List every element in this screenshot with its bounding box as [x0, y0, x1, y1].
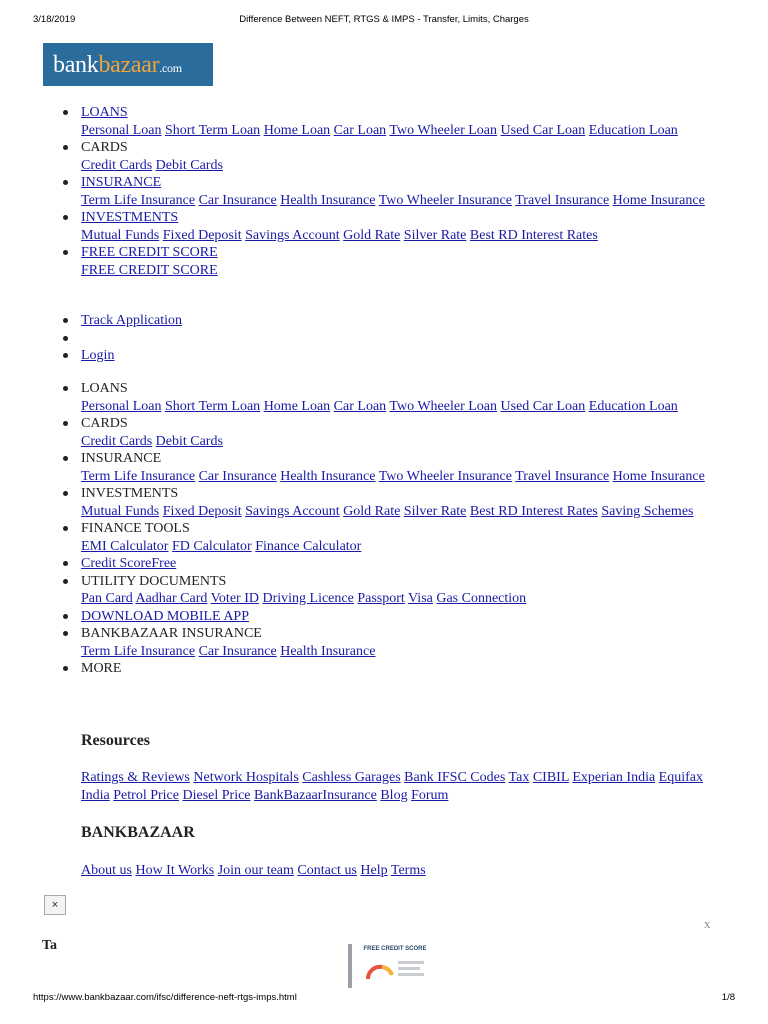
print-header	[0, 14, 768, 34]
close-icon[interactable]: x	[704, 916, 711, 931]
sublink[interactable]: Car Loan	[333, 398, 387, 414]
sublink[interactable]: Credit Cards	[81, 157, 153, 173]
sublink[interactable]: Two Wheeler Loan	[389, 122, 498, 138]
nav2-item-more	[0, 660, 768, 678]
sublink[interactable]: Two Wheeler Loan	[389, 398, 498, 414]
sublink[interactable]: Term Life Insurance	[81, 468, 196, 484]
resource-link[interactable]: BankBazaarInsurance	[254, 788, 377, 803]
logo-text-bank: bank	[53, 52, 99, 78]
sublink[interactable]: Mutual Funds	[81, 503, 160, 519]
truncated-heading: Ta	[42, 938, 58, 953]
promo-title: FREE CREDIT SCORE	[363, 946, 427, 952]
print-page-title: Difference Between NEFT, RTGS & IMPS - Transfer, Limits, Charges	[239, 14, 529, 25]
sublink[interactable]: Aadhar Card	[135, 591, 208, 606]
secondary-nav	[0, 380, 768, 678]
print-url: https://www.bankbazaar.com/ifsc/difference-neft-rtgs-imps.html	[33, 992, 297, 1003]
sublink[interactable]: Used Car Loan	[500, 122, 586, 138]
sublink[interactable]: Passport	[357, 591, 405, 606]
nav2-loans-sublinks	[81, 398, 731, 416]
sublink[interactable]: Car Insurance	[198, 468, 277, 484]
sublink[interactable]: Health Insurance	[280, 468, 376, 484]
track-application-link[interactable]: Track Application	[81, 313, 182, 328]
credit-gauge-icon	[352, 953, 434, 979]
nav-insurance-sublinks	[81, 192, 731, 210]
nav2-item-loans	[0, 380, 768, 415]
credit-score-link[interactable]: Credit ScoreFree	[81, 556, 177, 571]
nav2-item-investments	[0, 485, 768, 520]
sublink[interactable]: Home Loan	[263, 122, 331, 138]
login-link[interactable]: Login	[81, 348, 115, 363]
nav2-item-credit-score	[0, 555, 768, 573]
sublink[interactable]: Savings Account	[245, 503, 340, 519]
sublink[interactable]: Car Insurance	[198, 643, 277, 659]
sublink[interactable]: Debit Cards	[155, 157, 223, 173]
nav-item-login	[0, 347, 768, 365]
sublink[interactable]: Voter ID	[210, 591, 259, 606]
resource-link[interactable]: Network Hospitals	[193, 770, 299, 785]
sublink[interactable]: FREE CREDIT SCORE	[81, 262, 218, 278]
sublink[interactable]: Home Insurance	[612, 468, 705, 484]
sublink[interactable]: Personal Loan	[81, 398, 162, 414]
nav-loans-sublinks	[81, 122, 731, 140]
sublink[interactable]: Used Car Loan	[500, 398, 586, 414]
sublink[interactable]: Pan Card	[81, 591, 133, 606]
nav-label-investments[interactable]: INVESTMENTS	[81, 210, 179, 225]
nav2-label-cards: CARDS	[81, 416, 128, 431]
nav2-item-utility-documents	[0, 573, 768, 608]
sublink[interactable]: Fixed Deposit	[162, 503, 242, 519]
nav-label-insurance[interactable]: INSURANCE	[81, 175, 162, 190]
nav-item-loans	[0, 104, 768, 139]
nav-label-cards: CARDS	[81, 140, 128, 155]
print-footer	[0, 992, 768, 1012]
nav2-finance-tools-sublinks	[81, 538, 731, 556]
sublink[interactable]: Travel Insurance	[515, 192, 610, 208]
sublink[interactable]: Car Loan	[333, 122, 387, 138]
sublink[interactable]: Health Insurance	[280, 192, 376, 208]
nav2-item-cards	[0, 415, 768, 450]
nav-item-investments	[0, 209, 768, 244]
sublink[interactable]: Term Life Insurance	[81, 643, 196, 659]
print-date: 3/18/2019	[33, 14, 76, 25]
nav-free-credit-sublinks	[81, 262, 731, 280]
nav-label-free-credit-score[interactable]: FREE CREDIT SCORE	[81, 245, 218, 260]
company-link[interactable]: How It Works	[135, 863, 215, 878]
resource-link[interactable]: Tax	[508, 770, 530, 785]
nav-item-insurance	[0, 174, 768, 209]
nav2-label-more[interactable]: MORE	[81, 661, 122, 676]
nav2-bb-insurance-sublinks	[81, 643, 731, 661]
sublink[interactable]: Savings Account	[245, 227, 340, 243]
nav2-label-insurance: INSURANCE	[81, 451, 162, 466]
sublink[interactable]: Two Wheeler Insurance	[378, 468, 512, 484]
resource-link[interactable]: Diesel Price	[182, 788, 251, 803]
sublink[interactable]: Credit Cards	[81, 433, 153, 449]
nav-investments-sublinks	[81, 227, 731, 245]
sublink[interactable]: Debit Cards	[155, 433, 223, 449]
company-link[interactable]: Contact us	[297, 863, 357, 878]
account-nav	[0, 312, 768, 365]
nav2-cards-sublinks	[81, 433, 731, 451]
sublink[interactable]: Mutual Funds	[81, 227, 160, 243]
bankbazaar-heading: BANKBAZAAR	[81, 824, 195, 841]
sublink[interactable]: Education Loan	[588, 122, 678, 138]
company-link[interactable]: Help	[360, 863, 388, 878]
nav2-item-download-app	[0, 608, 768, 626]
nav-item-empty	[0, 330, 768, 348]
sublink[interactable]: Education Loan	[588, 398, 678, 414]
sublink[interactable]: Gas Connection	[436, 591, 527, 606]
sublink[interactable]: FD Calculator	[171, 538, 252, 554]
nav-item-track	[0, 312, 768, 330]
sublink[interactable]: Two Wheeler Insurance	[378, 192, 512, 208]
primary-nav	[0, 104, 768, 279]
sublink[interactable]: Personal Loan	[81, 122, 162, 138]
sublink[interactable]: Best RD Interest Rates	[469, 227, 598, 243]
sublink[interactable]: Health Insurance	[280, 643, 376, 659]
sublink[interactable]: Term Life Insurance	[81, 192, 196, 208]
print-page-number: 1/8	[721, 992, 735, 1003]
resource-link[interactable]: Cashless Garages	[302, 770, 401, 785]
nav-cards-sublinks	[81, 157, 731, 175]
logo-text-domain: .com	[159, 61, 182, 75]
sublink[interactable]: Driving Licence	[262, 591, 354, 606]
sublink[interactable]: Home Loan	[263, 398, 331, 414]
close-button[interactable]: ×	[44, 895, 66, 915]
sublink[interactable]: EMI Calculator	[81, 538, 169, 554]
nav2-item-bb-insurance	[0, 625, 768, 660]
sublink[interactable]: Saving Schemes	[601, 503, 694, 519]
nav2-label-investments: INVESTMENTS	[81, 486, 179, 501]
company-link[interactable]: Terms	[390, 863, 426, 878]
download-app-link[interactable]: DOWNLOAD MOBILE APP	[81, 608, 249, 624]
nav2-investments-sublinks	[81, 503, 731, 521]
nav2-insurance-sublinks	[81, 468, 731, 486]
nav2-label-finance-tools: FINANCE TOOLS	[81, 521, 190, 536]
bankbazaar-logo[interactable]	[43, 43, 213, 86]
sublink[interactable]: Silver Rate	[403, 227, 467, 243]
nav-item-cards	[0, 139, 768, 174]
resource-link[interactable]: Forum	[411, 788, 449, 803]
sublink[interactable]: Short Term Loan	[164, 122, 261, 138]
sublink[interactable]: Car Insurance	[198, 192, 277, 208]
sublink[interactable]: Silver Rate	[403, 503, 467, 519]
sublink[interactable]: Gold Rate	[343, 227, 401, 243]
resource-link[interactable]: Bank IFSC Codes	[404, 770, 506, 785]
sublink[interactable]: Home Insurance	[612, 192, 705, 208]
sublink[interactable]: Short Term Loan	[164, 398, 261, 414]
nav2-label-loans: LOANS	[81, 381, 128, 396]
resources-links	[81, 769, 731, 805]
company-link[interactable]: About us	[81, 863, 132, 878]
resource-link[interactable]: CIBIL	[532, 770, 569, 785]
nav2-utility-sublinks	[81, 590, 731, 608]
bankbazaar-links	[81, 862, 731, 880]
nav2-label-utility: UTILITY DOCUMENTS	[81, 573, 227, 589]
nav2-label-bb-insurance: BANKBAZAAR INSURANCE	[81, 626, 262, 641]
logo-text-bazaar: bazaar	[98, 52, 160, 78]
nav-item-free-credit-score	[0, 244, 768, 279]
sublink[interactable]: Best RD Interest Rates	[469, 503, 598, 519]
sublink[interactable]: Travel Insurance	[515, 468, 610, 484]
sublink[interactable]: Fixed Deposit	[162, 227, 242, 243]
resource-link[interactable]: Experian India	[572, 770, 656, 785]
resources-heading: Resources	[81, 732, 151, 749]
nav-label-loans[interactable]: LOANS	[81, 105, 128, 120]
resource-link[interactable]: Equifax India	[81, 770, 703, 803]
resource-link[interactable]: Blog	[380, 788, 408, 803]
sublink[interactable]: Finance Calculator	[255, 538, 362, 554]
company-link[interactable]: Join our team	[217, 863, 294, 878]
resource-link[interactable]: Ratings & Reviews	[81, 770, 190, 785]
sublink[interactable]: Visa	[408, 591, 433, 606]
credit-score-promo[interactable]	[348, 944, 438, 988]
nav2-item-finance-tools	[0, 520, 768, 555]
nav2-item-insurance	[0, 450, 768, 485]
sublink[interactable]: Gold Rate	[343, 503, 401, 519]
resource-link[interactable]: Petrol Price	[113, 788, 179, 803]
